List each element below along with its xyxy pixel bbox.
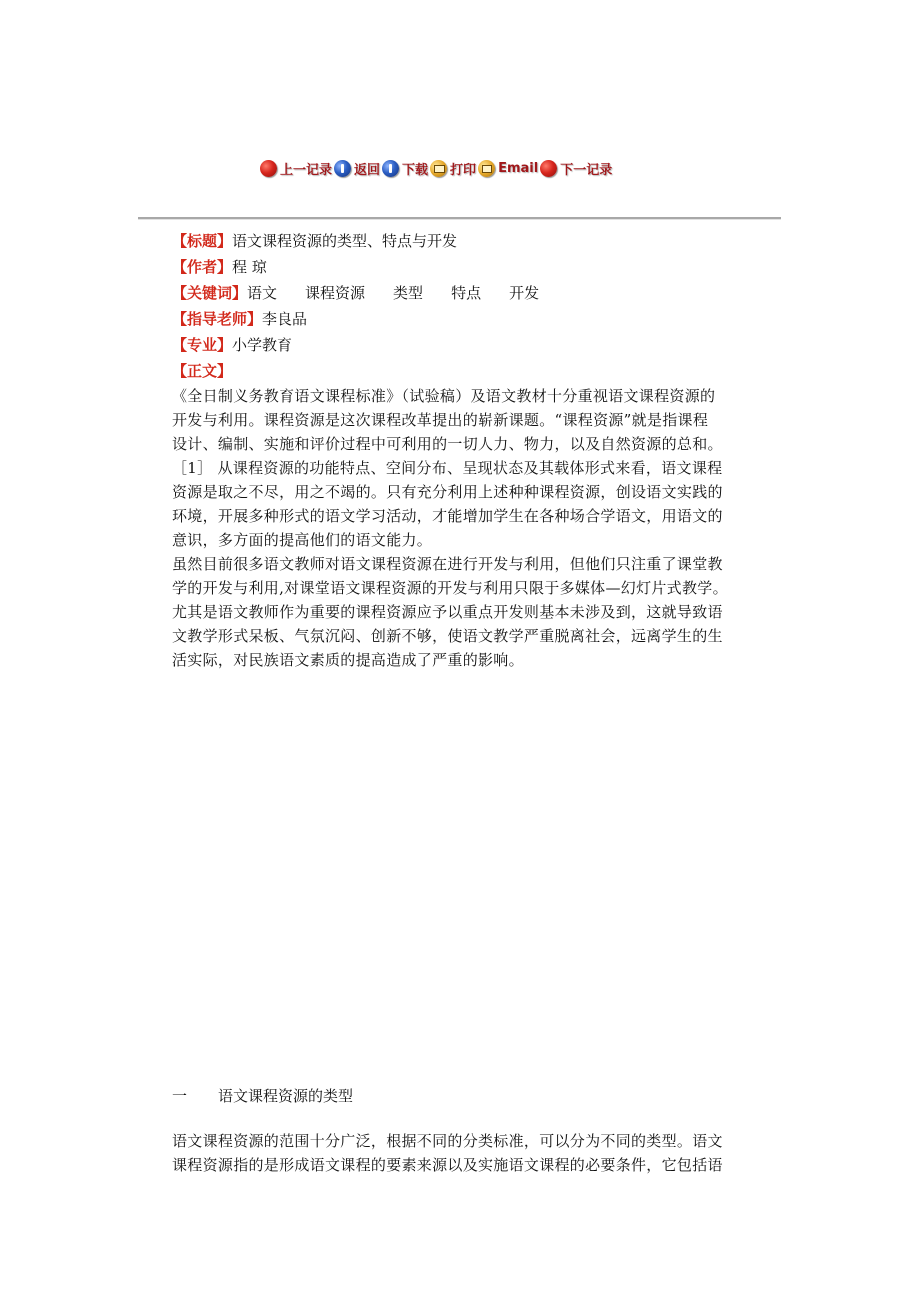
section-title: 语文课程资源的类型: [218, 1087, 354, 1105]
keyword: 开发: [509, 284, 540, 302]
keyword: 特点: [451, 284, 482, 302]
back-label: 返回: [354, 162, 381, 178]
email-label: Email: [498, 160, 539, 176]
record-metadata: [172, 228, 772, 384]
prev-record-icon: [260, 160, 277, 177]
back-button[interactable]: [334, 159, 382, 178]
mail-icon: [478, 160, 495, 177]
major-value: 小学教育: [232, 336, 293, 354]
text-line: 设计、编制、实施和评价过程中可利用的一切人力、物力，以及自然资源的总和。: [172, 435, 723, 453]
record-toolbar: [260, 156, 614, 180]
paragraph: [172, 552, 750, 672]
keywords-tag: 【关键词】: [172, 284, 248, 302]
download-button[interactable]: [382, 159, 430, 178]
text-line: 《全日制义务教育语文课程标准》（试验稿）及语文教材十分重视语文课程资源的: [172, 387, 716, 405]
text-line: 文教学形式呆板、气氛沉闷、创新不够，使语文教学严重脱离社会，远离学生的生: [172, 627, 723, 645]
text-line: ［1］ 从课程资源的功能特点、空间分布、呈现状态及其载体形式来看，语文课程: [172, 459, 723, 477]
download-icon: [382, 160, 399, 177]
keyword: 语文: [247, 284, 278, 302]
text-line: 课程资源指的是形成语文课程的要素来源以及实施语文课程的必要条件，它包括语: [172, 1156, 723, 1174]
next-record-icon: [540, 160, 557, 177]
title-tag: 【标题】: [172, 232, 233, 250]
body-tag: 【正文】: [172, 362, 233, 380]
author-tag: 【作者】: [172, 258, 233, 276]
print-button[interactable]: [430, 159, 478, 178]
header-divider: [138, 217, 781, 220]
text-line: 语文课程资源的范围十分广泛，根据不同的分类标准，可以分为不同的类型。语文: [172, 1132, 723, 1150]
paragraph: [172, 384, 750, 552]
keywords-row: [172, 280, 772, 306]
download-label: 下载: [402, 162, 429, 178]
section-heading: [172, 1084, 353, 1108]
back-icon: [334, 160, 351, 177]
text-line: 开发与利用。课程资源是这次课程改革提出的崭新课题。“课程资源”就是指课程: [172, 411, 709, 429]
keyword: 类型: [393, 284, 424, 302]
paragraph: [172, 1129, 750, 1177]
body-tag-row: [172, 358, 772, 384]
major-row: [172, 332, 772, 358]
text-line: 虽然目前很多语文教师对语文课程资源在进行开发与利用，但他们只注重了课堂教: [172, 555, 723, 573]
section-number: 一: [172, 1087, 188, 1105]
email-button[interactable]: [478, 160, 540, 177]
advisor-tag: 【指导老师】: [172, 310, 263, 328]
text-line: 学的开发与利用,对课堂语文课程资源的开发与利用只限于多媒体—幻灯片式教学。: [172, 579, 728, 597]
title-row: [172, 228, 772, 254]
text-line: 环境，开展多种形式的语文学习活动，才能增加学生在各种场合学语文，用语文的: [172, 507, 723, 525]
author-value: 程 琼: [232, 258, 267, 276]
prev-record-label: 上一记录: [280, 162, 333, 178]
body-text: [172, 384, 750, 672]
text-line: 意识，多方面的提高他们的语文能力。: [172, 531, 433, 549]
print-label: 打印: [450, 162, 477, 178]
prev-record-button[interactable]: [260, 159, 334, 178]
next-record-label: 下一记录: [560, 162, 613, 178]
text-line: 活实际，对民族语文素质的提高造成了严重的影响。: [172, 651, 524, 669]
text-line: 尤其是语文教师作为重要的课程资源应予以重点开发则基本未涉及到，这就导致语: [172, 603, 723, 621]
section-body: [172, 1129, 750, 1177]
major-tag: 【专业】: [172, 336, 233, 354]
printer-icon: [430, 160, 447, 177]
next-record-button[interactable]: [540, 159, 614, 178]
title-value: 语文课程资源的类型、特点与开发: [232, 232, 458, 250]
text-line: 资源是取之不尽，用之不竭的。只有充分利用上述种种课程资源，创设语文实践的: [172, 483, 723, 501]
advisor-value: 李良品: [262, 310, 308, 328]
keyword: 课程资源: [305, 284, 366, 302]
advisor-row: [172, 306, 772, 332]
author-row: [172, 254, 772, 280]
